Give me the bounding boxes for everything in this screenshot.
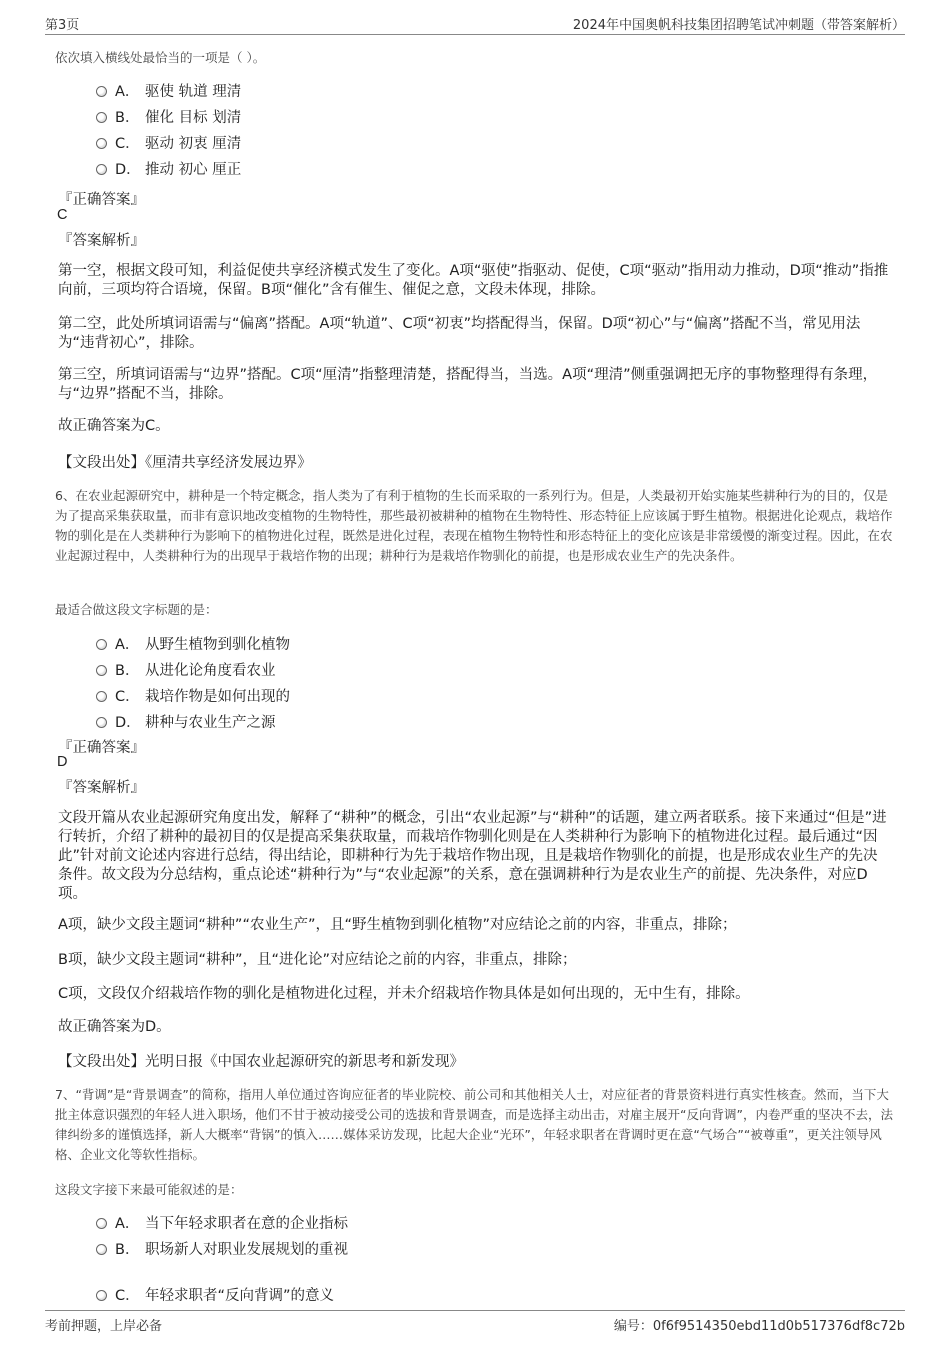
radio-icon[interactable] — [96, 639, 107, 650]
q5-option-b[interactable]: B． 催化 目标 划清 — [96, 105, 241, 131]
q6-answer-label: 『正确答案』 — [58, 740, 145, 756]
q6-option-b[interactable]: B． 从进化论角度看农业 — [96, 658, 290, 684]
q5-analysis-label: 『答案解析』 — [58, 233, 145, 249]
radio-icon[interactable] — [96, 665, 107, 676]
q7-option-a[interactable]: A． 当下年轻求职者在意的企业指标 — [96, 1211, 348, 1237]
q5-analysis-conclusion: 故正确答案为C。 — [58, 418, 170, 434]
q5-option-a[interactable]: A． 驱使 轨道 理清 — [96, 79, 241, 105]
q6-source: 【文段出处】光明日报《中国农业起源研究的新思考和新发现》 — [58, 1054, 464, 1070]
q5-options — [96, 79, 241, 183]
q7-passage: 7、“背调”是“背景调查”的简称，指用人单位通过咨询应征者的毕业院校、前公司和其他相关人士，对应征者的背景资料进行真实性核查。然而，当下大批主体意识强烈的年轻人进入职场，他们不甘于被动接受公司的选拔和背景调查，而是选择主动出击，对雇主展开“反向背调”，内卷严重的坚决不去，法律纠纷多的谨慎选择，新人大概率“背锅”的慎入……媒体采访发现，比起大企业“光环”，年轻求职者在背调时更在意“气场合”“被尊重”，更关注领导风格、企业文化等软性指标。 — [55, 1087, 893, 1162]
q5-answer: C — [57, 207, 68, 223]
q7-prompt: 这段文字接下来最可能叙述的是： — [55, 1182, 243, 1197]
q6-prompt: 最适合做这段文字标题的是： — [55, 602, 218, 617]
radio-icon[interactable] — [96, 691, 107, 702]
q7-options — [96, 1211, 348, 1309]
q7-option-b[interactable]: B． 职场新人对职业发展规划的重视 — [96, 1237, 348, 1263]
q6-analysis-p3: B项，缺少文段主题词“耕种”，且“进化论”对应结论之前的内容，非重点，排除； — [58, 952, 577, 968]
q6-option-d[interactable]: D． 耕种与农业生产之源 — [96, 710, 290, 736]
page-footer — [45, 1310, 905, 1337]
radio-icon[interactable] — [96, 1244, 107, 1255]
radio-icon[interactable] — [96, 112, 107, 123]
document-id: 编号：0f6f9514350ebd11d0b517376df8c72b — [613, 1319, 905, 1334]
q5-source: 【文段出处】《厘清共享经济发展边界》 — [58, 455, 312, 471]
q5-option-c[interactable]: C． 驱动 初衷 厘清 — [96, 131, 241, 157]
radio-icon[interactable] — [96, 1218, 107, 1229]
page-number: 第3页 — [45, 18, 80, 33]
q5-answer-label: 『正确答案』 — [58, 192, 145, 208]
q6-option-c[interactable]: C． 栽培作物是如何出现的 — [96, 684, 290, 710]
footer-slogan: 考前押题，上岸必备 — [45, 1319, 163, 1334]
radio-icon[interactable] — [96, 717, 107, 728]
radio-icon[interactable] — [96, 86, 107, 97]
radio-icon[interactable] — [96, 138, 107, 149]
q5-option-d[interactable]: D． 推动 初心 厘正 — [96, 157, 241, 183]
q5-prompt: 依次填入横线处最恰当的一项是（ ）。 — [55, 50, 266, 65]
q6-options — [96, 632, 290, 736]
radio-icon[interactable] — [96, 164, 107, 175]
radio-icon[interactable] — [96, 1290, 107, 1301]
q6-answer: D — [57, 754, 68, 770]
q6-analysis-p1: 文段开篇从农业起源研究角度出发，解释了“耕种”的概念，引出“农业起源”与“耕种”的话题，建立两者联系。接下来通过“但是”进行转折，介绍了耕种的最初目的仅是提高采集获取量，而栽培作物驯化则是在人类耕种行为影响下的植物进化过程。最后通过“因此”针对前文论述内容进行总结，得出结论，即耕种行为先于栽培作物出现，且是栽培作物驯化的前提，也是形成农业生产的先决条件。故文段为分总结构，重点论述“耕种行为”与“农业起源”的关系，意在强调耕种行为是农业生产的前提、先决条件，对应D项。 — [58, 810, 887, 902]
q6-option-a[interactable]: A． 从野生植物到驯化植物 — [96, 632, 290, 658]
document-title: 2024年中国奥帆科技集团招聘笔试冲刺题（带答案解析） — [572, 18, 905, 33]
q5-analysis-p3: 第三空，所填词语需与“边界”搭配。C项“厘清”指整理清楚，搭配得当，当选。A项“理清”侧重强调把无序的事物整理得有条理，与“边界”搭配不当，排除。 — [58, 367, 878, 402]
q6-analysis-label: 『答案解析』 — [58, 780, 145, 796]
page-header — [45, 14, 905, 35]
q6-analysis-p2: A项，缺少文段主题词“耕种”“农业生产”，且“野生植物到驯化植物”对应结论之前的内容，非重点，排除； — [58, 917, 737, 933]
q6-analysis-conclusion: 故正确答案为D。 — [58, 1019, 171, 1035]
q6-analysis-p4: C项，文段仅介绍栽培作物的驯化是植物进化过程，并未介绍栽培作物具体是如何出现的，无中生有，排除。 — [58, 986, 750, 1002]
q7-option-c[interactable]: C． 年轻求职者“反向背调”的意义 — [96, 1283, 348, 1309]
q6-passage: 6、在农业起源研究中，耕种是一个特定概念，指人类为了有利于植物的生长而采取的一系列行为。但是，人类最初开始实施某些耕种行为的目的，仅是为了提高采集获取量，而非有意识地改变植物的生物特性，那些最初被耕种的植物在生物特性、形态特征上应该属于野生植物。根据进化论观点，栽培作物的驯化是在人类耕种行为影响下的植物进化过程，既然是进化过程，表现在植物生物特性和形态特征上的变化应该是非常缓慢的渐变过程。因此，在农业起源过程中，人类耕种行为的出现早于栽培作物的出现；耕种行为是栽培作物驯化的前提，也是形成农业生产的先决条件。 — [55, 488, 893, 563]
q5-analysis-p1: 第一空，根据文段可知，利益促使共享经济模式发生了变化。A项“驱使”指驱动、促使，C项“驱动”指用动力推动，D项“推动”指推向前，三项均符合语境，保留。B项“催化”含有催生、催促之意，文段未体现，排除。 — [58, 263, 889, 298]
q5-analysis-p2: 第二空，此处所填词语需与“偏离”搭配。A项“轨道”、C项“初衷”均搭配得当，保留。D项“初心”与“偏离”搭配不当，常见用法为“违背初心”，排除。 — [58, 316, 861, 351]
